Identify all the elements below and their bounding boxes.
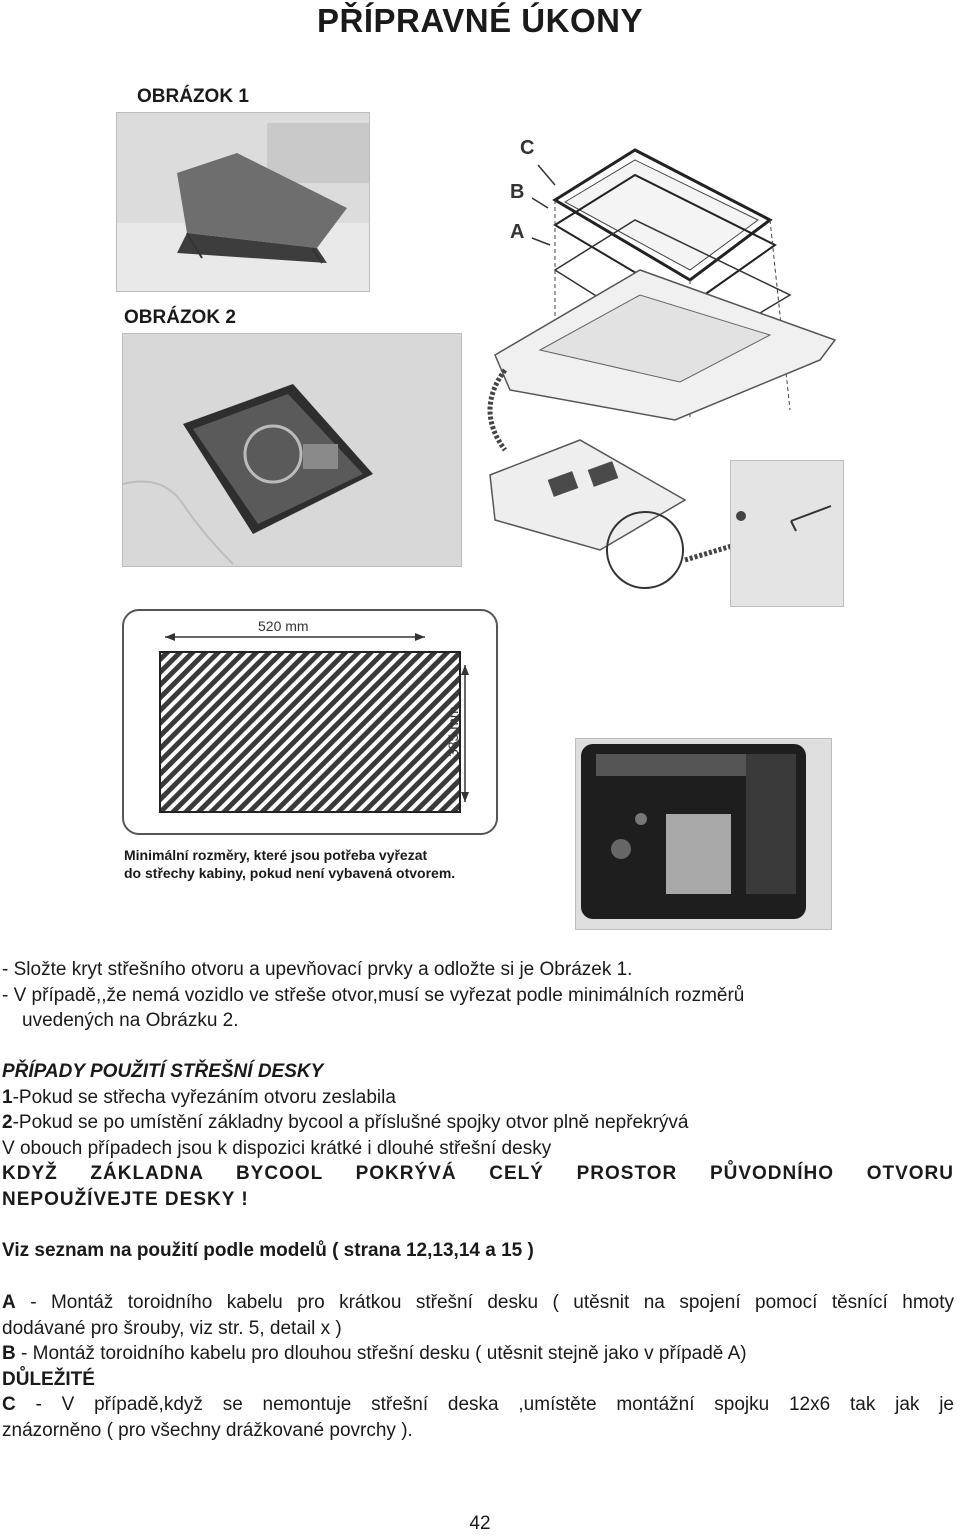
roof-plate-uses <box>2 1059 954 1212</box>
height-dimension: 385 mm <box>445 706 461 757</box>
step-1: - Složte kryt střešního otvoru a upevňovací prvky a odložte si je Obrázek 1. <box>2 959 633 980</box>
mount-c: C - V případě,když se nemontuje střešní deska ,umístěte montážní spojku 12x6 tak jak je <box>2 1394 954 1415</box>
mount-c-continued: znázorněno ( pro všechny drážkované povrchy ). <box>2 1419 413 1441</box>
mount-a-continued: dodávané pro šrouby, viz str. 5, detail x ) <box>2 1317 342 1339</box>
mount-b: B - Montáž toroidního kabelu pro dlouhou střešní desku ( utěsnit stejně jako v případě A) <box>2 1343 747 1364</box>
step-2: - V případě,,že nemá vozidlo ve střeše otvor,musí se vyřezat podle minimálních rozměrů <box>2 984 745 1006</box>
cutout-dimensions <box>120 607 500 837</box>
page-number: 42 <box>469 1513 491 1534</box>
diagram-label-c: C <box>520 137 535 159</box>
figure-2-photo <box>122 333 462 567</box>
both-cases-note: V obouch případech jsou k dispozici krátké i dlouhé střešní desky <box>2 1137 552 1159</box>
page-title: PŘÍPRAVNÉ ÚKONY <box>317 2 643 39</box>
use-case-1: 1-Pokud se střecha vyřezáním otvoru zeslabila <box>2 1086 396 1108</box>
width-dimension: 520 mm <box>258 618 309 634</box>
model-list-reference: Viz seznam na použití podle modelů ( strana 12,13,14 a 15 ) <box>2 1240 534 1261</box>
mounting-instructions <box>2 1290 954 1443</box>
mount-a: A - Montáž toroidního kabelu pro krátkou střešní desku ( utěsnit na spojení pomocí těsnící hmoty <box>2 1292 954 1313</box>
figure-1-photo <box>116 112 370 292</box>
caption-line: do střechy kabiny, pokud není vybavená otvorem. <box>124 865 456 881</box>
instruction-steps <box>2 957 942 1034</box>
important-heading: DŮLEŽITÉ <box>2 1368 95 1390</box>
warning-text: KDYŽ ZÁKLADNA BYCOOL POKRÝVÁ CELÝ PROSTOR PŮVODNÍHO OTVORU NEPOUŽÍVEJTE DESKY ! <box>2 1163 954 1210</box>
figure-1-label: OBRÁZOK 1 <box>137 86 249 107</box>
step-2-continued: uvedených na Obrázku 2. <box>22 1010 239 1031</box>
detail-photo <box>730 460 844 607</box>
caption-line: Minimální rozměry, které jsou potřeba vyřezat <box>124 847 428 863</box>
diagram-label-a: A <box>510 221 525 243</box>
use-case-2: 2-Pokud se po umístění základny bycool a příslušné spojky otvor plně nepřekrývá <box>2 1112 689 1133</box>
section-heading: PŘÍPADY POUŽITÍ STŘEŠNÍ DESKY <box>2 1061 324 1082</box>
figure-3-photo <box>575 738 832 930</box>
figure-2-label: OBRÁZOK 2 <box>124 307 236 328</box>
figure-caption <box>124 846 455 882</box>
diagram-label-b: B <box>510 181 525 203</box>
